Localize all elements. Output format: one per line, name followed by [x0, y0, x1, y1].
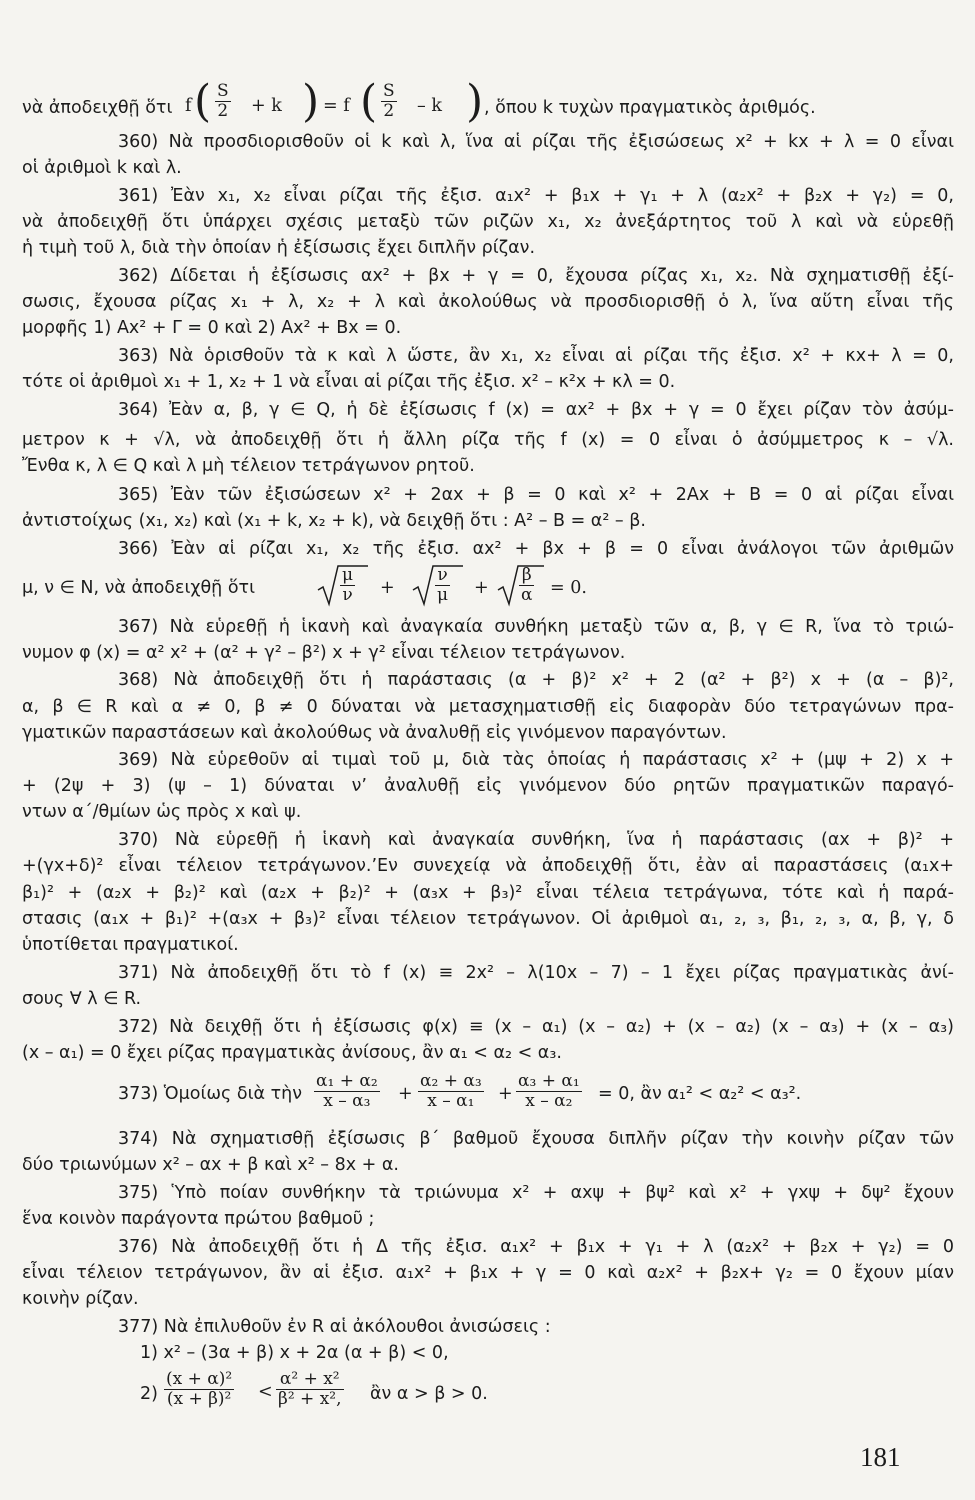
intro-f-left: f: [185, 96, 192, 116]
intro-frac-2: [381, 82, 397, 121]
text-line: +(γx+δ)² εἶναι τέλειον τετράγωνον.’Εν συνεχείᾳ νὰ ἀποδειχθῇ ὅτι, ἐὰν αἱ παραστάσεις (α₁x+: [22, 856, 954, 876]
frac-den: β² + x²,: [278, 1389, 342, 1409]
text-line: 363) Νὰ ὁρισθοῦν τὰ κ καὶ λ ὥστε, ἂν x₁, x₂ εἶναι αἱ ρίζαι τῆς ἐξισ. x² + κx+ λ = 0,: [118, 346, 954, 366]
text-line: εἶναι τέλειον τετράγωνον, ἂν αἱ ἐξισ. α₁x² + β₁x + γ = 0 καὶ α₂x² + β₂x+ γ₂ = 0 ἔχουν μίαν: [22, 1263, 954, 1283]
text-line: 365) Ἐὰν τῶν ἐξισώσεων x² + 2αx + β = 0 καὶ x² + 2Ax + B = 0 αἱ ρίζαι εἶναι: [118, 485, 954, 505]
text-line: ἡ τιμὴ τοῦ λ, διὰ τὴν ὁποίαν ἡ ἐξίσωσις ἔχει διπλῆν ρίζαν.: [22, 238, 536, 258]
frac-num: α² + x²: [276, 1370, 344, 1390]
l373-lead: 373) Ὁμοίως διὰ τὴν: [118, 1084, 303, 1104]
frac-den: x – α₃: [323, 1091, 371, 1111]
frac-num: μ: [342, 565, 354, 585]
text-line: τότε οἱ ἀριθμοὶ x₁ + 1, x₂ + 1 νὰ εἶναι αἱ ρίζαι τῆς ἐξισ. x² – κ²x + κλ = 0.: [22, 372, 676, 392]
text-line: 374) Νὰ σχηματισθῇ ἐξίσωσις β΄ βαθμοῦ ἔχουσα διπλῆν ρίζαν τὴν κοινὴν ρίζαν τῶν: [118, 1129, 954, 1149]
text-line: σωσις, ἔχουσα ρίζας x₁ + λ, x₂ + λ καὶ ἀκολούθως νὰ προσδιορισθῇ ὁ λ, ἵνα αὕτη εἶναι τῆς: [22, 292, 954, 312]
paren-open-1: (: [194, 76, 212, 127]
text-line: οἱ ἀριθμοὶ k καὶ λ.: [22, 158, 182, 178]
radical-frac-1: [340, 566, 355, 605]
page-number: 181: [860, 1442, 901, 1472]
frac-num: β: [519, 566, 534, 586]
radical-frac-3: [519, 566, 534, 605]
frac-num: ν: [435, 566, 450, 586]
intro-equals-f: = f: [323, 96, 350, 116]
frac-den: 2: [217, 101, 229, 121]
text-line: 376) Νὰ ἀποδειχθῇ ὅτι ἡ Δ τῆς ἐξισ. α₁x² + β₁x + γ₁ + λ (α₂x² + β₂x + γ₂) = 0: [118, 1237, 954, 1257]
text-line: (x – α₁) = 0 ἔχει ρίζας πραγματικὰς ἀνίσους, ἂν α₁ < α₂ < α₃.: [22, 1043, 562, 1063]
frac-num: S: [217, 81, 229, 101]
l373-frac-1: [314, 1072, 380, 1111]
paren-close-2: ): [466, 76, 484, 127]
text-line: 361) Ἐὰν x₁, x₂ εἶναι ρίζαι τῆς ἐξισ. α₁x² + β₁x + γ₁ + λ (α₂x² + β₂x + γ₂) = 0,: [118, 186, 954, 206]
text-line: 368) Νὰ ἀποδειχθῇ ὅτι ἡ παράστασις (α + β)² x² + 2 (α² + β²) x + (α – β)²,: [118, 670, 954, 690]
text-line: ἀντιστοίχως (x₁, x₂) καὶ (x₁ + k, x₂ + k), νὰ δειχθῇ ὅτι : A² – B = α² – β.: [22, 511, 646, 531]
intro-frac-1: [215, 82, 231, 121]
text-line: 360) Νὰ προσδιορισθοῦν οἱ k καὶ λ, ἵνα αἱ ρίζαι τῆς ἐξισώσεως x² + kx + λ = 0 εἶναι: [118, 132, 954, 152]
text-line: 366) Ἐὰν αἱ ρίζαι x₁, x₂ τῆς ἐξισ. αx² + βx + β = 0 εἶναι ἀνάλογοι τῶν ἀριθμῶν: [118, 539, 954, 559]
text-line: 375) Ὑπὸ ποίαν συνθήκην τὰ τριώνυμα x² + αxψ + βψ² καὶ x² + γxψ + δψ² ἔχουν: [118, 1183, 954, 1203]
frac-den: x – α₁: [427, 1091, 475, 1111]
radicals-plus-2: +: [474, 578, 489, 598]
text-line: στασις (α₁x + β₁)² +(α₃x + β₃)² εἶναι τέλειον τετράγωνον. Οἱ ἀριθμοὶ α₁, ₂, ₃, β₁, ₂, ₃, α, β, γ, δ: [22, 909, 954, 929]
text-line: 367) Νὰ εὑρεθῇ ἡ ἱκανὴ καὶ ἀναγκαία συνθήκη μεταξὺ τῶν α, β, γ ∈ R, ἵνα τὸ τριώ-: [118, 617, 954, 637]
l377b-frac-2: [276, 1370, 344, 1409]
frac-den: x – α₂: [525, 1091, 573, 1111]
frac-num: S: [383, 81, 395, 101]
text-line: 371) Νὰ ἀποδειχθῇ ὅτι τὸ f (x) ≡ 2x² – λ(10x – 7) – 1 ἔχει ρίζας πραγματικὰς ἀνί-: [118, 963, 954, 983]
frac-num: α₃ + α₁: [518, 1071, 580, 1091]
radicals-plus-1: +: [380, 578, 395, 598]
text-line: μορφῆς 1) Ax² + Γ = 0 καὶ 2) Ax² + Bx = 0.: [22, 318, 402, 338]
text-line: κοινὴν ρίζαν.: [22, 1289, 139, 1309]
text-line: σους ∀ λ ∈ R.: [22, 989, 142, 1009]
text-line: νυμον φ (x) = α² x² + (α² + γ² – β²) x + γ² εἶναι τέλειον τετράγωνον.: [22, 643, 626, 663]
text-line: 377) Νὰ ἐπιλυθοῦν ἐν R αἱ ἀκόλουθοι ἀνισώσεις :: [118, 1317, 551, 1337]
text-line: 1) x² – (3α + β) x + 2α (α + β) < 0,: [140, 1343, 449, 1363]
l377b-tail: ἂν α > β > 0.: [370, 1384, 488, 1404]
frac-den: α: [521, 585, 533, 605]
frac-den: ν: [342, 585, 353, 605]
l377b-lt: <: [258, 1382, 273, 1402]
text-line: μετρον κ + √λ, νὰ ἀποδειχθῇ ὅτι ἡ ἄλλη ρίζα τῆς f (x) = 0 εἶναι ὁ ἀσύμμετρος κ – √λ.: [22, 430, 954, 450]
l373-plus-2: +: [498, 1084, 513, 1104]
frac-num: α₂ + α₃: [420, 1071, 482, 1091]
l373-tail: = 0, ἂν α₁² < α₂² < α₃².: [598, 1084, 802, 1104]
text-line: δύο τριωνύμων x² – αx + β καὶ x² – 8x + α.: [22, 1155, 399, 1175]
text-line: 364) Ἐὰν α, β, γ ∈ Q, ἡ δὲ ἐξίσωσις f (x) = αx² + βx + γ = 0 ἔχει ρίζαν τὸν ἀσύμ-: [118, 400, 954, 420]
text-line: Ἔνθα κ, λ ∈ Q καὶ λ μὴ τέλειον τετράγωνον ρητοῦ.: [22, 456, 475, 476]
intro-minus-k: – k: [417, 96, 442, 116]
text-line: α, β ∈ R καὶ α ≠ 0, β ≠ 0 δύναται νὰ μετασχηματισθῇ εἰς διαφορὰν δύο τετραγώνων πρα-: [22, 697, 954, 717]
paren-close-1: ): [302, 76, 320, 127]
text-line: 369) Νὰ εὑρεθοῦν αἱ τιμαὶ τοῦ μ, διὰ τὰς ὁποίας ἡ παράστασις x² + (μψ + 2) x +: [118, 750, 954, 770]
l373-plus-1: +: [398, 1084, 413, 1104]
frac-den: (x + β)²: [166, 1389, 232, 1409]
text-line: 370) Νὰ εὑρεθῇ ἡ ἱκανὴ καὶ ἀναγκαία συνθήκη, ἵνα ἡ παράστασις (αx + β)² +: [118, 830, 954, 850]
l377b-frac-1: [164, 1370, 234, 1409]
text-line: 372) Νὰ δειχθῇ ὅτι ἡ ἐξίσωσις φ(x) ≡ (x – α₁) (x – α₂) + (x – α₂) (x – α₃) + (x – α₃): [118, 1017, 954, 1037]
text-line: 362) Δίδεται ἡ ἐξίσωσις αx² + βx + γ = 0, ἔχουσα ρίζας x₁, x₂. Νὰ σχηματισθῇ ἐξί-: [118, 266, 954, 286]
frac-den: μ: [437, 585, 449, 605]
intro-plus-k: + k: [251, 96, 282, 116]
radicals-eq0: = 0.: [550, 578, 587, 598]
text-line: ντων α΄/θμίων ὡς πρὸς x καὶ ψ.: [22, 802, 302, 822]
text-line: νὰ ἀποδειχθῇ ὅτι ὑπάρχει σχέσις μεταξὺ τῶν ριζῶν x₁, x₂ ἀνεξάρτητος τοῦ λ καὶ νὰ εὑρεθῇ: [22, 212, 954, 232]
text-line: β₁)² + (α₂x + β₂)² καὶ (α₂x + β₂)² + (α₃x + β₃)² εἶναι τέλεια τετράγωνα, τότε καὶ ἡ παρά-: [22, 883, 954, 903]
text-line: ἕνα κοινὸν παράγοντα πρώτου βαθμοῦ ;: [22, 1209, 375, 1229]
paren-open-2: (: [360, 76, 378, 127]
intro-lead: νὰ ἀποδειχθῇ ὅτι: [22, 98, 173, 118]
frac-num: α₁ + α₂: [316, 1071, 378, 1091]
text-line: γματικῶν παραστάσεων καὶ ἀκολούθως νὰ ἀναλυθῇ εἰς γινόμενον παραγόντων.: [22, 723, 727, 743]
radicals-lead: μ, ν ∈ N, νὰ ἀποδειχθῇ ὅτι: [22, 578, 255, 598]
radical-frac-2: [435, 566, 450, 605]
text-line: ὑποτίθεται πραγματικοί.: [22, 935, 239, 955]
frac-num: (x + α)²: [166, 1369, 233, 1389]
l373-frac-3: [516, 1072, 582, 1111]
l373-frac-2: [418, 1072, 484, 1111]
l377b-lead: 2): [140, 1384, 158, 1404]
intro-tail: , ὅπου k τυχὼν πραγματικὸς ἀριθμός.: [484, 98, 816, 118]
frac-den: 2: [383, 101, 395, 121]
text-line: + (2ψ + 3) (ψ – 1) δύναται ν’ ἀναλυθῇ εἰς γινόμενον δύο ρητῶν πραγματικῶν παραγό-: [22, 776, 954, 796]
